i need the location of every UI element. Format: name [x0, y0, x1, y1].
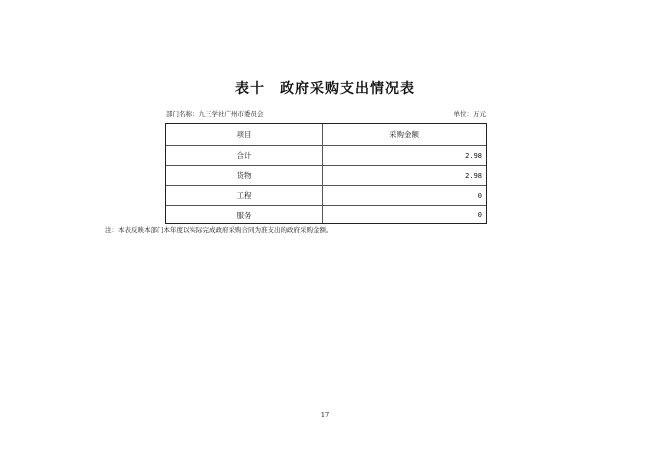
table-header-row [166, 124, 486, 145]
row-item-label: 服务 [236, 210, 252, 220]
row-amount-value: 0 [477, 211, 482, 219]
table-row-goods [166, 165, 486, 185]
procurement-table [165, 123, 487, 224]
table-row-works [166, 185, 486, 205]
page-number: 17 [320, 411, 330, 419]
row-amount-value: 2.98 [465, 151, 482, 160]
table-meta-row [166, 109, 488, 121]
table-row-total [166, 145, 486, 165]
row-item-label: 合计 [236, 151, 252, 160]
row-amount-value: 0 [477, 191, 482, 200]
table-footnote: 注：本表反映本部门本年度以实际完成政府采购合同为准支出的政府采购金额。 [105, 226, 333, 234]
header-amount: 采购金额 [389, 130, 419, 139]
row-item-label: 货物 [236, 171, 252, 180]
department-name: 部门名称：九三学社广州市委员会 [166, 110, 264, 118]
page-title: 表十 政府采购支出情况表 [235, 81, 415, 97]
header-item: 项目 [236, 130, 252, 139]
row-item-label: 工程 [236, 191, 252, 200]
unit-label: 单位：万元 [453, 110, 486, 118]
table-row-services [166, 205, 486, 224]
row-amount-value: 2.98 [465, 171, 482, 180]
